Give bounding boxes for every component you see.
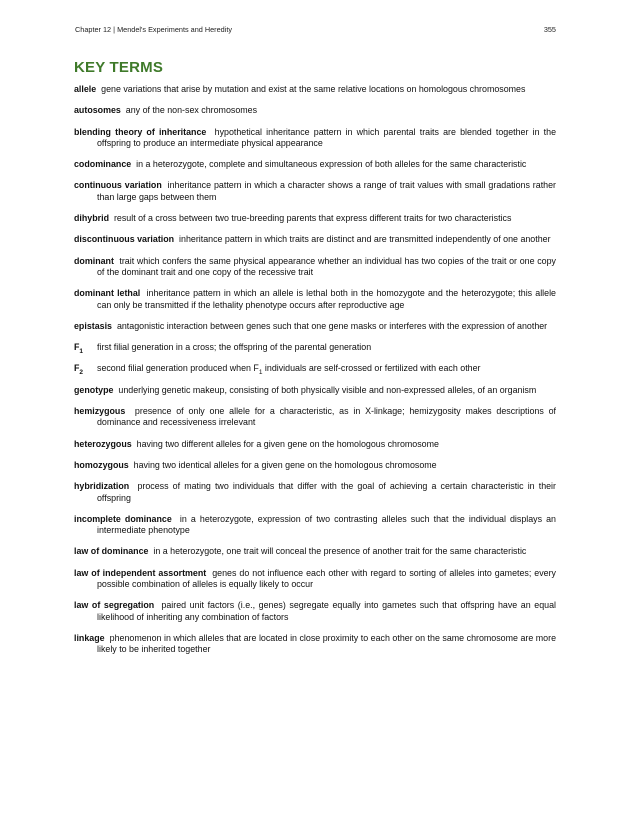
term-definition: result of a cross between two true-breeding parents that express different traits for two characteristics xyxy=(113,213,512,224)
term-definition: inheritance pattern in which traits are distinct and are transmitted independently of one another xyxy=(179,234,551,245)
term-definition: genes do not influence each other with regard to sorting of alleles into gametes; every possible combination of alleles is equally likely to occur xyxy=(97,567,556,590)
term-definition: hypothetical inheritance pattern in which parental traits are blended together in the offspring to produce an intermediate physical appearance xyxy=(97,126,557,148)
term-definition: phenomenon in which alleles that are located in close proximity to each other on the same chromosome are more likely to be inherited together xyxy=(97,632,557,655)
glossary-entry xyxy=(74,84,556,95)
term-definition: second filial generation produced when $F_1$ individuals are self-crossed or fertilized with each other xyxy=(97,363,481,377)
term-name: codominance xyxy=(74,159,132,170)
term-name: hybridization xyxy=(74,481,130,492)
term-name: law of dominance xyxy=(74,546,149,557)
running-header xyxy=(75,25,556,34)
glossary-entry xyxy=(74,600,556,623)
term-definition: having two different alleles for a given gene on the homologous chromosome xyxy=(136,438,439,449)
term-name: homozygous xyxy=(74,459,129,470)
term-definition: trait which confers the same physical appearance whether an individual has two copies of the trait or one copy of the dominant trait and one copy of the recessive trait xyxy=(97,255,556,277)
chapter-label: Chapter 12 xyxy=(75,25,112,34)
term-definition: inheritance pattern in which a character shows a range of trait values with small gradations rather than large gaps between them xyxy=(97,180,556,202)
term-name: allele xyxy=(74,84,97,94)
glossary-entry xyxy=(74,105,556,116)
term-definition: in a heterozygote, complete and simultaneous expression of both alleles for the same characteristic xyxy=(136,159,527,170)
term-name: dominant lethal xyxy=(74,288,141,299)
glossary-entry xyxy=(74,288,556,311)
term-name: $F_2$ xyxy=(74,363,84,377)
term-definition: any of the non-sex chromosomes xyxy=(125,105,258,116)
term-name: dominant xyxy=(74,255,114,266)
term-definition: first filial generation in a cross; the offspring of the parental generation xyxy=(97,342,372,353)
section-title: KEY TERMS xyxy=(74,59,164,76)
key-terms-list xyxy=(74,84,556,666)
glossary-entry xyxy=(74,385,556,396)
term-name: linkage xyxy=(74,632,105,643)
glossary-entry xyxy=(74,256,556,279)
term-name: heterozygous xyxy=(74,438,132,449)
term-definition: antagonistic interaction between genes such that one gene masks or interferes with the expression of another xyxy=(116,320,548,331)
glossary-entry xyxy=(74,460,556,471)
term-name: continuous variation xyxy=(74,180,162,191)
term-name: epistasis xyxy=(74,320,112,331)
term-name: blending theory of inheritance xyxy=(74,126,207,137)
term-definition: gene variations that arise by mutation and exist at the same relative locations on homologous chromosomes xyxy=(101,84,526,94)
chapter-heading xyxy=(75,25,232,34)
term-definition: having two identical alleles for a given gene on the homologous chromosome xyxy=(133,459,437,470)
page-number: 355 xyxy=(543,25,556,34)
term-definition: underlying genetic makeup, consisting of both physically visible and non-expressed alleles, of an organism xyxy=(118,384,537,395)
glossary-entry xyxy=(74,481,556,504)
term-name: incomplete dominance xyxy=(74,513,172,524)
glossary-entry-f1 xyxy=(74,342,556,353)
term-name: genotype xyxy=(74,384,114,395)
glossary-entry xyxy=(74,546,556,557)
glossary-entry-f2 xyxy=(74,363,556,377)
term-definition: in a heterozygote, one trait will conceal the presence of another trait for the same characteristic xyxy=(153,546,527,557)
glossary-entry xyxy=(74,321,556,332)
term-definition: presence of only one allele for a characteristic, as in X-linkage; hemizygosity makes descriptions of dominance and recessiveness irrelevant xyxy=(97,406,556,428)
glossary-entry xyxy=(74,406,556,429)
term-name: discontinuous variation xyxy=(74,234,175,245)
term-name: dihybrid xyxy=(74,213,110,224)
chapter-title: Mendel's Experiments and Heredity xyxy=(117,25,233,34)
term-name: law of segregation xyxy=(74,600,155,611)
term-definition: paired unit factors (i.e., genes) segregate equally into gametes such that offspring have an equal likelihood of inheriting any combination of factors xyxy=(97,600,556,622)
term-name: law of independent assortment xyxy=(74,567,207,578)
glossary-entry xyxy=(74,439,556,450)
glossary-entry xyxy=(74,159,556,170)
header-separator: | xyxy=(111,25,118,34)
glossary-entry xyxy=(74,633,556,656)
term-name: $F_1$ xyxy=(74,342,84,355)
term-definition: inheritance pattern in which an allele is lethal both in the homozygote and the heterozygote; this allele can only be transmitted if the lethality phenotype occurs after reproductive age xyxy=(97,288,556,310)
glossary-entry xyxy=(74,213,556,224)
term-definition: in a heterozygote, expression of two contrasting alleles such that the individual displays an intermediate phenotype xyxy=(97,513,556,536)
term-name: autosomes xyxy=(74,105,121,116)
glossary-entry xyxy=(74,514,556,537)
glossary-entry xyxy=(74,180,556,203)
term-definition: process of mating two individuals that differ with the goal of achieving a certain characteristic in their offspring xyxy=(97,481,556,503)
glossary-entry xyxy=(74,568,556,591)
glossary-entry xyxy=(74,234,556,245)
glossary-entry xyxy=(74,127,556,150)
term-name: hemizygous xyxy=(74,406,126,417)
